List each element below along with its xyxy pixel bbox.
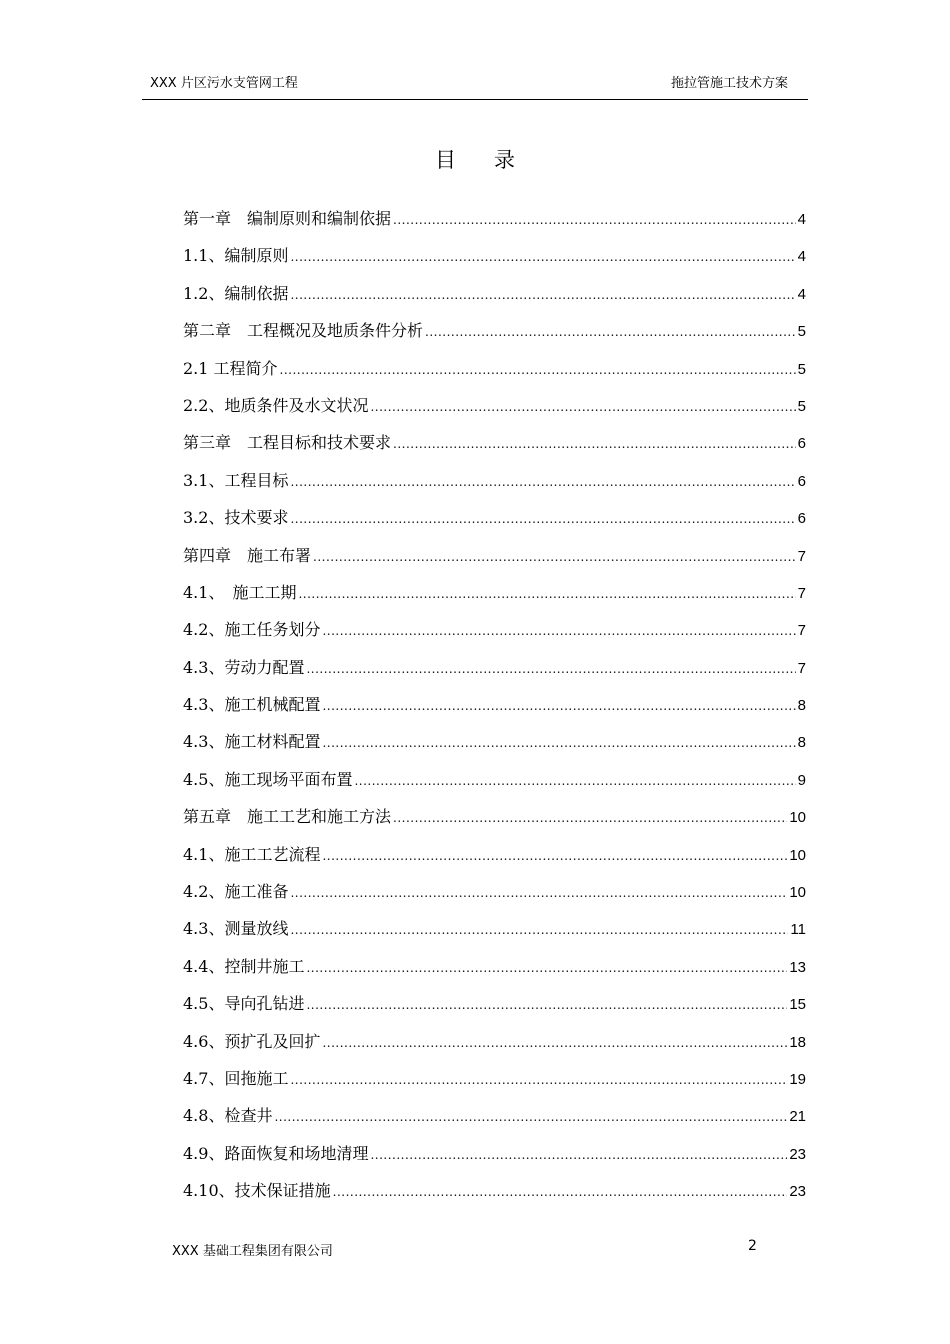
toc-entry-label: 3.1、工程目标 xyxy=(183,470,289,490)
toc-entry-page: 13 xyxy=(789,958,806,976)
toc-entry-label: 第三章 工程目标和技术要求 xyxy=(183,433,392,453)
toc-entry[interactable] xyxy=(183,275,806,312)
toc-entry[interactable] xyxy=(183,312,806,349)
toc-entry-label: 1.2、编制依据 xyxy=(183,283,289,303)
toc-entry-label: 第一章 编制原则和编制依据 xyxy=(183,209,392,228)
toc-entry-label: 4.1、施工工艺流程 xyxy=(183,844,321,864)
toc-dot-leader xyxy=(306,987,787,1024)
toc-entry-label: 4.5、导向孔钻进 xyxy=(183,994,305,1014)
toc-entry[interactable] xyxy=(183,1060,806,1097)
page-header xyxy=(142,66,808,100)
toc-entry-label: 4.2、施工任务划分 xyxy=(183,620,321,640)
toc-entry-page: 15 xyxy=(789,996,806,1014)
toc-entry[interactable] xyxy=(183,723,806,760)
toc-dot-leader xyxy=(290,1062,787,1099)
header-project-name: XXX 片区污水支管网工程 xyxy=(150,76,298,91)
toc-entry[interactable] xyxy=(183,649,806,686)
toc-dot-leader xyxy=(370,389,795,426)
toc-entry[interactable] xyxy=(183,462,806,499)
toc-entry-page: 21 xyxy=(789,1108,806,1126)
header-document-title: 拖拉管施工技术方案 xyxy=(670,76,788,91)
toc-entry-page: 6 xyxy=(797,435,806,453)
toc-entry-page: 8 xyxy=(797,734,806,752)
toc-entry[interactable] xyxy=(183,1097,806,1134)
toc-entry-page: 4 xyxy=(797,211,806,228)
toc-entry-label: 4.1、 施工工期 xyxy=(183,582,297,602)
toc-entry-label: 4.8、检查井 xyxy=(183,1106,273,1126)
toc-entry[interactable] xyxy=(183,910,806,947)
toc-dot-leader xyxy=(322,688,795,725)
toc-entry[interactable] xyxy=(183,836,806,873)
toc-entry[interactable] xyxy=(183,574,806,611)
toc-entry[interactable] xyxy=(183,798,806,835)
toc-entry-label: 1.1、编制原则 xyxy=(183,246,289,266)
toc-dot-leader xyxy=(370,1137,787,1174)
toc-dot-leader xyxy=(290,912,788,949)
toc-entry-label: 4.3、施工机械配置 xyxy=(183,695,321,715)
toc-entry-label: 4.3、劳动力配置 xyxy=(183,657,305,677)
toc-entry-page: 23 xyxy=(789,1145,806,1163)
toc-entry[interactable] xyxy=(183,1023,806,1060)
footer-company-name: XXX 基础工程集团有限公司 xyxy=(172,1244,333,1259)
toc-entry[interactable] xyxy=(183,1172,806,1209)
toc-dot-leader xyxy=(290,501,795,538)
toc-entry-label: 4.7、回拖施工 xyxy=(183,1068,289,1088)
toc-entry-label: 2.1 工程简介 xyxy=(183,358,278,378)
toc-entry-page: 18 xyxy=(789,1033,806,1051)
toc-entry-page: 10 xyxy=(789,884,806,902)
toc-entry-label: 4.6、预扩孔及回扩 xyxy=(183,1031,321,1051)
toc-entry-page: 8 xyxy=(797,697,806,715)
toc-entry-label: 第五章 施工工艺和施工方法 xyxy=(183,807,392,827)
toc-entry-label: 4.3、施工材料配置 xyxy=(183,732,321,752)
toc-entry-page: 5 xyxy=(797,323,806,341)
toc-entry-page: 19 xyxy=(789,1070,806,1088)
toc-entry[interactable] xyxy=(183,873,806,910)
toc-entry[interactable] xyxy=(183,948,806,985)
toc-entry-page: 7 xyxy=(797,547,806,565)
toc-entry-label: 2.2、地质条件及水文状况 xyxy=(183,395,369,415)
toc-dot-leader xyxy=(290,277,795,314)
toc-dot-leader xyxy=(274,1099,787,1136)
toc-entry-page: 4 xyxy=(797,285,806,303)
toc-entry-page: 7 xyxy=(797,584,806,602)
toc-entry-label: 3.2、技术要求 xyxy=(183,508,289,528)
toc-dot-leader xyxy=(322,1025,787,1062)
footer-page-number: 2 xyxy=(748,1238,757,1254)
toc-dot-leader xyxy=(425,314,796,351)
toc-entry-label: 4.9、路面恢复和场地清理 xyxy=(183,1143,369,1163)
toc-dot-leader xyxy=(322,838,787,875)
toc-entry[interactable] xyxy=(183,686,806,723)
toc-dot-leader xyxy=(322,725,795,762)
toc-dot-leader xyxy=(333,1174,788,1211)
toc-entry[interactable] xyxy=(183,537,806,574)
toc-entry[interactable] xyxy=(183,1135,806,1172)
toc-entry-page: 6 xyxy=(797,472,806,490)
toc-dot-leader xyxy=(322,613,795,650)
toc-entry-label: 4.4、控制井施工 xyxy=(183,956,305,976)
toc-entry[interactable] xyxy=(183,424,806,461)
toc-dot-leader xyxy=(290,239,795,276)
toc-entry-page: 10 xyxy=(789,809,806,827)
toc-entry-page: 6 xyxy=(797,510,806,528)
toc-entry[interactable] xyxy=(183,611,806,648)
toc-entry[interactable] xyxy=(183,350,806,387)
toc-entry[interactable] xyxy=(183,985,806,1022)
toc-entry-label: 第二章 工程概况及地质条件分析 xyxy=(183,321,424,341)
toc-dot-leader xyxy=(298,576,795,613)
toc-entry-page: 7 xyxy=(797,659,806,677)
toc-dot-leader xyxy=(280,352,796,389)
toc-entry[interactable] xyxy=(183,200,806,237)
toc-entry-page: 11 xyxy=(790,921,806,939)
toc-entry-page: 9 xyxy=(797,771,806,789)
toc-dot-leader xyxy=(290,464,795,501)
toc-title: 目录 xyxy=(435,148,553,172)
toc-entry-page: 23 xyxy=(789,1183,806,1201)
toc-entry-page: 7 xyxy=(797,622,806,640)
toc-dot-leader xyxy=(306,651,795,688)
toc-entry-label: 4.5、施工现场平面布置 xyxy=(183,769,353,789)
toc-entry-label: 4.2、施工准备 xyxy=(183,882,289,902)
toc-entry[interactable] xyxy=(183,499,806,536)
toc-dot-leader xyxy=(393,426,796,463)
table-of-contents xyxy=(183,200,806,1210)
toc-dot-leader xyxy=(306,950,787,987)
toc-entry[interactable] xyxy=(183,761,806,798)
toc-entry-label: 第四章 施工布署 xyxy=(183,545,312,565)
toc-dot-leader xyxy=(393,202,796,239)
toc-entry[interactable] xyxy=(183,237,806,274)
toc-entry-label: 4.3、测量放线 xyxy=(183,919,289,939)
toc-dot-leader xyxy=(313,539,796,576)
toc-entry-page: 5 xyxy=(797,397,806,415)
toc-dot-leader xyxy=(290,875,787,912)
toc-entry-page: 10 xyxy=(789,846,806,864)
toc-entry-page: 5 xyxy=(797,360,806,378)
toc-dot-leader xyxy=(393,800,787,837)
toc-entry-page: 4 xyxy=(797,248,806,266)
toc-entry-label: 4.10、技术保证措施 xyxy=(183,1181,331,1201)
toc-entry[interactable] xyxy=(183,387,806,424)
toc-dot-leader xyxy=(354,763,795,800)
